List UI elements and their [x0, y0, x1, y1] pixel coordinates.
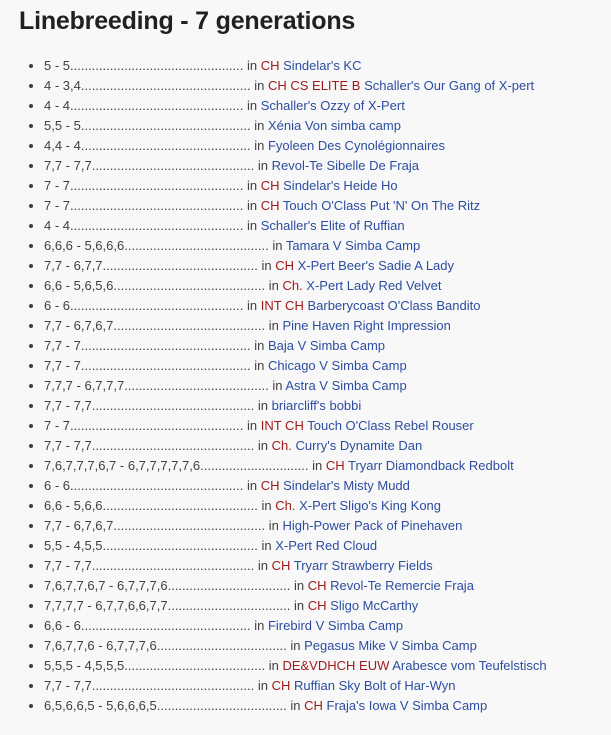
generation-pattern: 5,5 - 5 [44, 118, 81, 133]
list-item [44, 396, 611, 416]
list-item [44, 576, 611, 596]
generation-pattern: 7,7 - 6,7,6,7 [44, 518, 114, 533]
list-item [44, 176, 611, 196]
dog-name-link[interactable]: Ruffian Sky Bolt of Har-Wyn [294, 678, 456, 693]
connector: in [268, 378, 286, 393]
dog-name-link[interactable]: Fraja's Iowa V Simba Camp [326, 698, 488, 713]
connector: in [250, 358, 268, 373]
list-item [44, 116, 611, 136]
connector: in [265, 318, 283, 333]
champion-title: CH [271, 678, 291, 693]
connector: in [290, 578, 308, 593]
list-item [44, 476, 611, 496]
connector: in [243, 218, 261, 233]
dot-leader: .............................. [200, 458, 309, 473]
connector: in [250, 618, 268, 633]
connector: in [286, 638, 305, 653]
generation-pattern: 4 - 3,4 [44, 78, 81, 93]
connector: in [243, 58, 261, 73]
dot-leader: ................................................ [70, 98, 244, 113]
champion-title: CH [304, 698, 323, 713]
generation-pattern: 7,7 - 7,7 [44, 438, 92, 453]
list-item [44, 296, 611, 316]
list-item [44, 616, 611, 636]
champion-title: CH [260, 478, 280, 493]
dog-name-link[interactable]: Curry's Dynamite Dan [295, 438, 423, 453]
connector: in [254, 558, 272, 573]
dot-leader: ........................................ [124, 378, 269, 393]
dot-leader: ........................................... [102, 498, 258, 513]
linebreeding-list [0, 56, 611, 716]
dog-name-link[interactable]: Barberycoast O'Class Bandito [307, 298, 481, 313]
connector: in [250, 78, 268, 93]
list-item [44, 536, 611, 556]
generation-pattern: 6,5,6,6,5 - 5,6,6,6,5 [44, 698, 157, 713]
connector: in [250, 338, 268, 353]
dog-name-link[interactable]: Schaller's Our Gang of X-pert [364, 78, 535, 93]
dog-name-link[interactable]: Arabesce vom Teufelstisch [392, 658, 547, 673]
champion-title: CH [271, 558, 291, 573]
dot-leader: .................................. [167, 578, 291, 593]
connector: in [265, 518, 283, 533]
dog-name-link[interactable]: Tryarr Diamondback Redbolt [348, 458, 514, 473]
dot-leader: .......................................... [113, 518, 266, 533]
list-item [44, 516, 611, 536]
champion-title: CH [307, 598, 327, 613]
champion-title: CH [260, 178, 280, 193]
dot-leader: ............................................. [91, 558, 255, 573]
connector: in [243, 178, 261, 193]
dot-leader: ............................................... [80, 338, 251, 353]
dog-name-link[interactable]: Tryarr Strawberry Fields [293, 558, 433, 573]
dot-leader: ................................................ [70, 178, 244, 193]
list-item [44, 596, 611, 616]
champion-title: INT CH [260, 418, 304, 433]
dot-leader: ....................................... [124, 658, 266, 673]
connector: in [254, 438, 272, 453]
champion-title: CH CS ELITE B [267, 78, 361, 93]
generation-pattern: 4 - 4 [44, 218, 71, 233]
connector: in [257, 498, 276, 513]
dog-name-link[interactable]: Astra V Simba Camp [285, 378, 407, 393]
generation-pattern: 7,7,7,7 - 6,7,7,6,6,7,7 [44, 598, 168, 613]
list-item [44, 236, 611, 256]
list-item [44, 156, 611, 176]
generation-pattern: 7,7 - 7,7 [44, 398, 92, 413]
champion-title: CH [260, 198, 280, 213]
connector: in [250, 138, 268, 153]
dog-name-link[interactable]: Sindelar's Misty Mudd [283, 478, 410, 493]
connector: in [308, 458, 326, 473]
champion-title: INT CH [260, 298, 304, 313]
list-item [44, 496, 611, 516]
list-item [44, 636, 611, 656]
generation-pattern: 6 - 6 [44, 298, 71, 313]
dot-leader: .......................................... [113, 318, 266, 333]
dot-leader: ............................................. [91, 438, 255, 453]
dot-leader: ................................................ [70, 58, 244, 73]
connector: in [290, 598, 308, 613]
dog-name-link[interactable]: Sligo McCarthy [330, 598, 419, 613]
connector: in [254, 398, 272, 413]
dot-leader: ............................................. [91, 678, 255, 693]
champion-title: CH [275, 258, 294, 273]
dog-name-link[interactable]: briarcliff's bobbi [271, 398, 362, 413]
generation-pattern: 6,6 - 5,6,5,6 [44, 278, 114, 293]
generation-pattern: 7,7 - 6,7,6,7 [44, 318, 114, 333]
dot-leader: ............................................... [80, 618, 251, 633]
generation-pattern: 7,7 - 7,7 [44, 158, 92, 173]
generation-pattern: 6,6 - 5,6,6 [44, 498, 103, 513]
dog-name-link[interactable]: Schaller's Elite of Ruffian [260, 218, 405, 233]
generation-pattern: 5,5 - 4,5,5 [44, 538, 103, 553]
generation-pattern: 6,6 - 6 [44, 618, 81, 633]
dot-leader: ............................................... [80, 78, 251, 93]
list-item [44, 556, 611, 576]
dog-name-link[interactable]: Revol-Te Remercie Fraja [330, 578, 474, 593]
dog-name-link[interactable]: X-Pert Lady Red Velvet [306, 278, 442, 293]
dog-name-link[interactable]: Touch O'Class Put 'N' On The Ritz [282, 198, 481, 213]
list-item [44, 656, 611, 676]
generation-pattern: 6,6,6 - 5,6,6,6 [44, 238, 125, 253]
generation-pattern: 7,7 - 6,7,7 [44, 258, 103, 273]
connector: in [254, 158, 272, 173]
connector: in [265, 278, 283, 293]
list-item [44, 136, 611, 156]
champion-title: Ch. [282, 278, 303, 293]
dog-name-link[interactable]: Touch O'Class Rebel Rouser [307, 418, 474, 433]
connector: in [243, 478, 261, 493]
dog-name-link[interactable]: Tamara V Simba Camp [285, 238, 421, 253]
dog-name-link[interactable]: X-Pert Sligo's King Kong [299, 498, 442, 513]
dog-name-link[interactable]: Sindelar's KC [283, 58, 362, 73]
champion-title: CH [325, 458, 345, 473]
dog-name-link[interactable]: X-Pert Red Cloud [275, 538, 378, 553]
generation-pattern: 5,5,5 - 4,5,5,5 [44, 658, 125, 673]
dot-leader: ................................................ [70, 418, 244, 433]
generation-pattern: 6 - 6 [44, 478, 71, 493]
generation-pattern: 7,7,7 - 6,7,7,7 [44, 378, 125, 393]
generation-pattern: 7,6,7,7,7,6,7 - 6,7,7,7,7,7,6 [44, 458, 201, 473]
dog-name-link[interactable]: Pine Haven Right Impression [282, 318, 451, 333]
connector: in [243, 418, 261, 433]
list-item [44, 276, 611, 296]
page-title: Linebreeding - 7 generations [19, 7, 356, 35]
dot-leader: ............................................... [80, 138, 251, 153]
generation-pattern: 4 - 4 [44, 98, 71, 113]
generation-pattern: 7,6,7,7,6,7 - 6,7,7,7,6 [44, 578, 168, 593]
generation-pattern: 7,7 - 7,7 [44, 558, 92, 573]
dog-name-link[interactable]: X-Pert Beer's Sadie A Lady [297, 258, 455, 273]
generation-pattern: 7 - 7 [44, 418, 71, 433]
list-item [44, 456, 611, 476]
dot-leader: .................................... [156, 698, 287, 713]
dog-name-link[interactable]: Schaller's Ozzy of X-Pert [260, 98, 405, 113]
connector: in [250, 118, 268, 133]
dot-leader: ................................................ [70, 478, 244, 493]
connector: in [257, 258, 276, 273]
dot-leader: ............................................... [80, 358, 251, 373]
dog-name-link[interactable]: Chicago V Simba Camp [267, 358, 407, 373]
list-item [44, 416, 611, 436]
dot-leader: ........................................ [124, 238, 269, 253]
generation-pattern: 7,7 - 7 [44, 338, 81, 353]
list-item [44, 376, 611, 396]
dot-leader: ............................................. [91, 158, 255, 173]
dot-leader: .................................. [167, 598, 291, 613]
dot-leader: .......................................... [113, 278, 266, 293]
list-item [44, 256, 611, 276]
dot-leader: ........................................... [102, 538, 258, 553]
dot-leader: ................................................ [70, 218, 244, 233]
connector: in [257, 538, 276, 553]
dog-name-link[interactable]: Firebird V Simba Camp [267, 618, 404, 633]
connector: in [243, 198, 261, 213]
dot-leader: ........................................... [102, 258, 258, 273]
champion-title: Ch. [275, 498, 296, 513]
dot-leader: ............................................. [91, 398, 255, 413]
dot-leader: ................................................ [70, 198, 244, 213]
connector: in [243, 298, 261, 313]
list-item [44, 56, 611, 76]
generation-pattern: 4,4 - 4 [44, 138, 81, 153]
dot-leader: ................................................ [70, 298, 244, 313]
generation-pattern: 5 - 5 [44, 58, 71, 73]
champion-title: CH [260, 58, 280, 73]
dog-name-link[interactable]: Pegasus Mike V Simba Camp [304, 638, 477, 653]
dog-name-link[interactable]: Revol-Te Sibelle De Fraja [271, 158, 419, 173]
connector: in [265, 658, 283, 673]
champion-title: CH [307, 578, 327, 593]
connector: in [243, 98, 261, 113]
dog-name-link[interactable]: High-Power Pack of Pinehaven [282, 518, 463, 533]
connector: in [268, 238, 286, 253]
generation-pattern: 7,7 - 7 [44, 358, 81, 373]
generation-pattern: 7 - 7 [44, 178, 71, 193]
generation-pattern: 7,6,7,7,6 - 6,7,7,7,6 [44, 638, 157, 653]
list-item [44, 96, 611, 116]
list-item [44, 436, 611, 456]
dog-name-link[interactable]: Xénia Von simba camp [267, 118, 401, 133]
connector: in [254, 678, 272, 693]
list-item [44, 216, 611, 236]
champion-title: DE&VDHCH EUW [282, 658, 390, 673]
dot-leader: .................................... [156, 638, 287, 653]
list-item [44, 336, 611, 356]
generation-pattern: 7,7 - 7,7 [44, 678, 92, 693]
connector: in [286, 698, 305, 713]
list-item [44, 196, 611, 216]
list-item [44, 676, 611, 696]
list-item [44, 356, 611, 376]
list-item [44, 76, 611, 96]
dog-name-link[interactable]: Baja V Simba Camp [267, 338, 386, 353]
generation-pattern: 7 - 7 [44, 198, 71, 213]
champion-title: Ch. [271, 438, 292, 453]
list-item [44, 696, 611, 716]
dot-leader: ............................................... [80, 118, 251, 133]
list-item [44, 316, 611, 336]
dog-name-link[interactable]: Sindelar's Heide Ho [283, 178, 398, 193]
dog-name-link[interactable]: Fyoleen Des Cynolégionnaires [267, 138, 446, 153]
